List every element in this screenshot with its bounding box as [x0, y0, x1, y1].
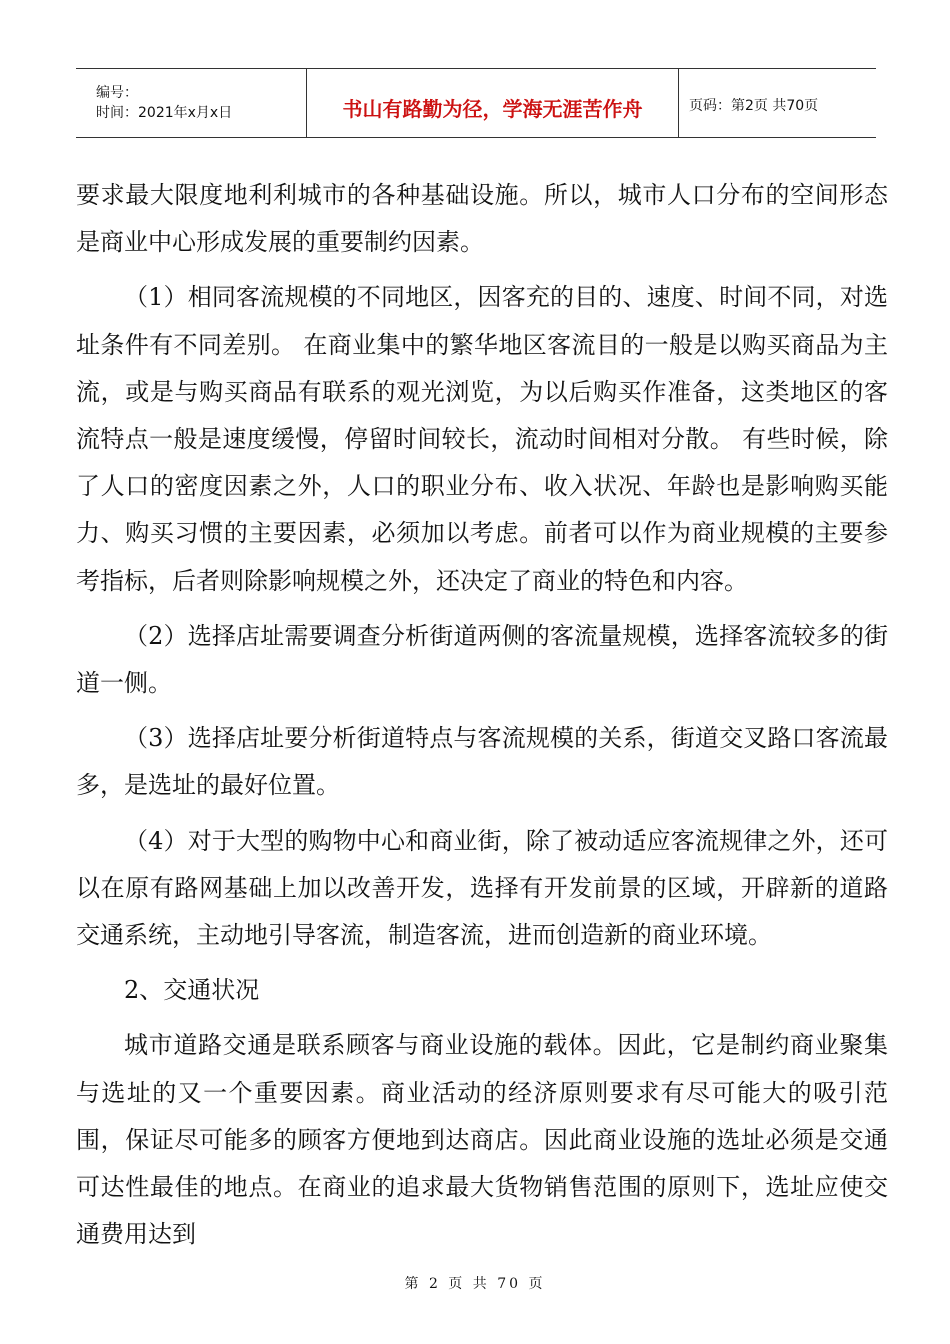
document-number-label: 编号： [96, 85, 138, 101]
header-motto-cell [307, 69, 679, 137]
header-motto: 书山有路勤为径，学海无涯苦作舟 [342, 96, 643, 121]
document-body [76, 172, 888, 1258]
page-footer [0, 1273, 950, 1293]
paragraph: （2）选择店址需要调查分析街道两侧的客流量规模，选择客流较多的街道一侧。 [76, 621, 888, 698]
header-meta [76, 69, 307, 137]
page-header [76, 68, 876, 138]
section-heading: 2、交通状况 [124, 976, 260, 1005]
paragraph: （4）对于大型的购物中心和商业街，除了被动适应客流规律之外，还可以在原有路网基础上加以改善开发，选择有开发前景的区域，开辟新的道路交通系统，主动地引导客流，制造客流，进而创造新的商业环境。 [76, 826, 888, 950]
paragraph: （3）选择店址要分析街道特点与客流规模的关系，街道交叉路口客流最多，是选址的最好位置。 [76, 724, 888, 800]
header-page-number: 页码：第2页 共70页 [689, 98, 819, 114]
paragraph: （1）相同客流规模的不同地区，因客充的目的、速度、时间不同，对选址条件有不同差别。 在商业集中的繁华地区客流目的一般是以购买商品为主流，或是与购买商品有联系的观光浏览，为以后购买作准备，这类地区的客流特点一般是速度缓慢，停留时间较长，流动时间相对分散。 有些时候，除了人口的密度因素之外，人口的职业分布、收入状况、年龄也是影响购买能力、购买习惯的主要因素，必须加以考虑。前者可以作为商业规模的主要参考指标，后者则除影响规模之外，还决定了商业的特色和内容。 [76, 283, 888, 595]
paragraph: 要求最大限度地利利城市的各种基础设施。所以，城市人口分布的空间形态是商业中心形成发展的重要制约因素。 [76, 181, 888, 257]
paragraph: 城市道路交通是联系顾客与商业设施的载体。因此，它是制约商业聚集与选址的又一个重要因素。商业活动的经济原则要求有尽可能大的吸引范围，保证尽可能多的顾客方便地到达商店。因此商业设施的选址必须是交通可达性最佳的地点。在商业的追求最大货物销售范围的原则下，选址应使交通费用达到 [76, 1031, 888, 1249]
header-page-cell [679, 69, 876, 137]
footer-page-number: 第 2 页 共 70 页 [404, 1276, 546, 1292]
document-time-label: 时间：2021年x月x日 [96, 105, 233, 121]
